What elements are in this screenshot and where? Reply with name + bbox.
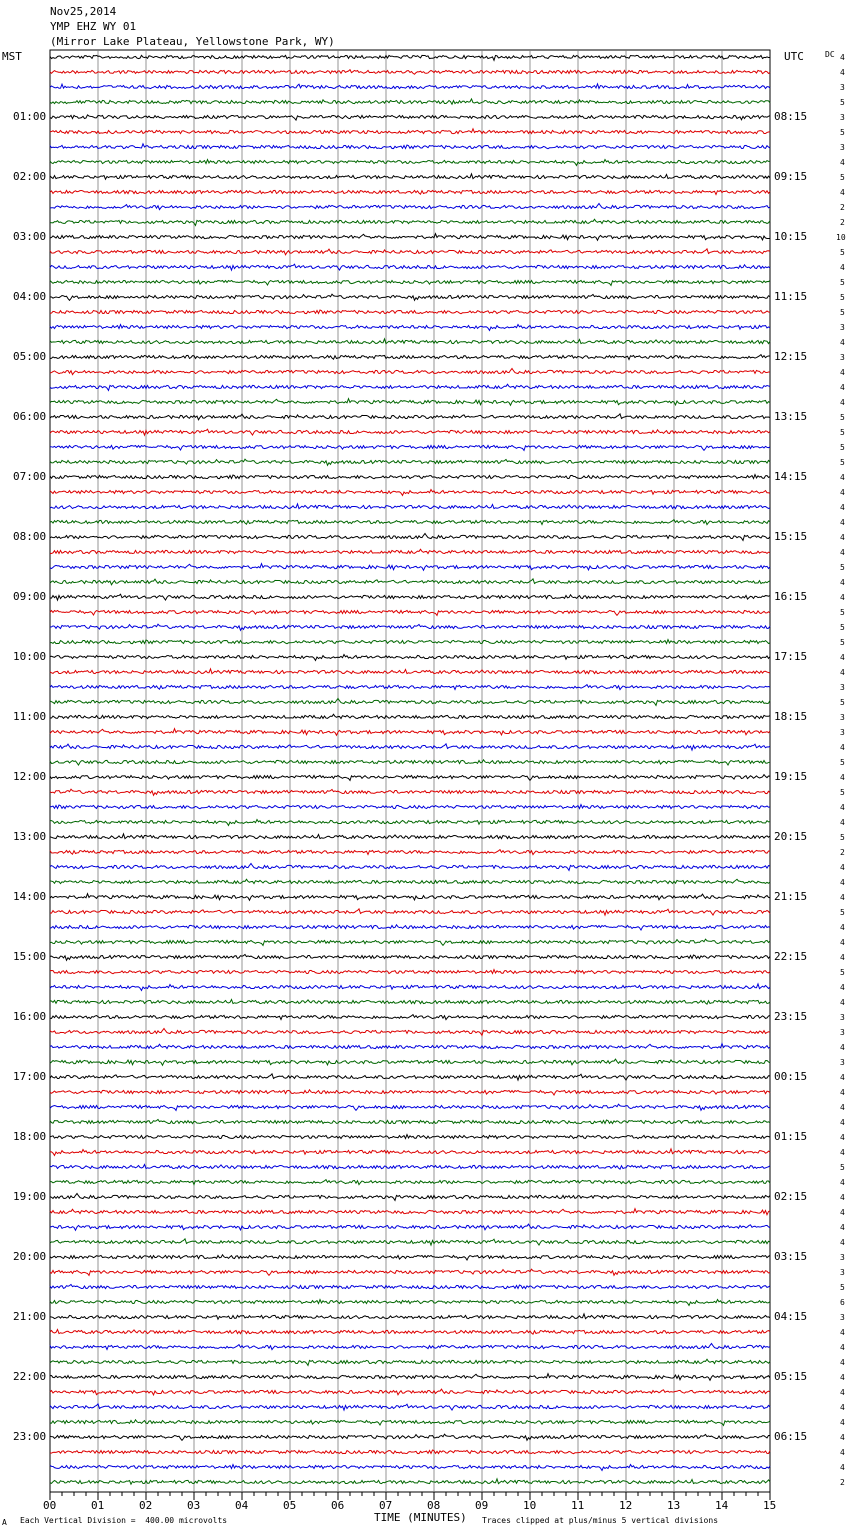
dc-offset-value: 4 [840, 1358, 845, 1367]
dc-offset-value: 4 [840, 1388, 845, 1397]
seismic-trace [50, 1479, 770, 1484]
left-hour-label: 19:00 [13, 1190, 47, 1203]
left-hour-label: 12:00 [13, 770, 47, 783]
seismic-trace [50, 594, 770, 600]
seismic-trace [50, 190, 770, 194]
seismic-trace [50, 894, 770, 901]
dc-offset-value: 5 [840, 833, 845, 842]
footer-mark: A [2, 1518, 7, 1527]
seismic-trace [50, 805, 770, 809]
left-hour-label: 21:00 [13, 1310, 47, 1323]
dc-offset-value: 3 [840, 1013, 845, 1022]
dc-offset-value: 3 [840, 353, 845, 362]
seismic-trace [50, 744, 770, 750]
dc-offset-value: 4 [840, 503, 845, 512]
seismic-trace [50, 789, 770, 795]
dc-offset-value: 5 [840, 908, 845, 917]
dc-offset-value: 4 [840, 1373, 845, 1382]
dc-offset-value: 3 [840, 683, 845, 692]
dc-offset-value: 3 [840, 1058, 845, 1067]
left-hour-label: 16:00 [13, 1010, 47, 1023]
dc-offset-value: 4 [840, 368, 845, 377]
seismic-trace [50, 1090, 770, 1095]
left-hour-label: 02:00 [13, 170, 47, 183]
dc-offset-value: 4 [840, 473, 845, 482]
left-hour-label: 15:00 [13, 950, 47, 963]
right-hour-label: 03:15 [774, 1250, 808, 1263]
dc-offset-value: 4 [840, 998, 845, 1007]
seismic-trace [50, 909, 770, 915]
seismic-trace [50, 1149, 770, 1156]
dc-offset-value: 5 [840, 608, 845, 617]
right-hour-label: 21:15 [774, 890, 808, 903]
dc-offset-value: 5 [840, 1163, 845, 1172]
right-hour-label: 04:15 [774, 1310, 808, 1323]
seismic-trace [50, 579, 770, 585]
seismic-trace [50, 429, 770, 435]
seismic-trace [50, 1255, 770, 1260]
dc-offset-value: 5 [840, 623, 845, 632]
dc-offset-value: 3 [840, 1268, 845, 1277]
seismic-trace [50, 1434, 770, 1440]
x-tick-label: 12 [619, 1499, 633, 1512]
dc-offset-value: 4 [840, 773, 845, 782]
seismic-trace [50, 339, 770, 344]
seismic-trace [50, 1119, 770, 1123]
dc-offset-value: 4 [840, 1223, 845, 1232]
seismic-trace [50, 355, 770, 360]
x-tick-label: 13 [667, 1499, 681, 1512]
seismic-trace [50, 729, 770, 736]
seismic-trace [50, 984, 770, 991]
seismic-trace [50, 954, 770, 960]
dc-offset-value: 2 [840, 1478, 845, 1487]
dc-offset-value: 5 [840, 293, 845, 302]
right-hour-label: 18:15 [774, 710, 808, 723]
seismic-trace [50, 1180, 770, 1185]
seismic-trace [50, 685, 770, 690]
seismic-trace [50, 294, 770, 300]
dc-offset-value: 4 [840, 398, 845, 407]
dc-offset-value: 3 [840, 113, 845, 122]
dc-offset-value: 4 [840, 893, 845, 902]
seismic-trace [50, 549, 770, 553]
seismic-trace [50, 970, 770, 974]
dc-offset-value: 5 [840, 968, 845, 977]
left-hour-label: 22:00 [13, 1370, 47, 1383]
x-tick-label: 01 [91, 1499, 105, 1512]
seismic-trace [50, 234, 770, 241]
dc-offset-value: 4 [840, 263, 845, 272]
seismic-trace [50, 280, 770, 285]
seismic-trace [50, 1224, 770, 1230]
seismic-trace [50, 1104, 770, 1110]
dc-offset-value: 5 [840, 278, 845, 287]
seismic-trace [50, 414, 770, 420]
dc-offset-value: 5 [840, 563, 845, 572]
dc-offset-value: 4 [840, 863, 845, 872]
seismic-trace [50, 1194, 770, 1201]
seismic-trace [50, 669, 770, 674]
left-hour-label: 07:00 [13, 470, 47, 483]
right-hour-label: 16:15 [774, 590, 808, 603]
dc-offset-value: 4 [840, 938, 845, 947]
right-hour-label: 00:15 [774, 1070, 808, 1083]
dc-offset-value: 5 [840, 1283, 845, 1292]
dc-offset-value: 4 [840, 1463, 845, 1472]
dc-offset-value: 4 [840, 803, 845, 812]
dc-offset-value: 3 [840, 1253, 845, 1262]
dc-offset-value: 4 [840, 488, 845, 497]
dc-offset-value: 2 [840, 848, 845, 857]
seismic-trace [50, 144, 770, 149]
seismic-trace [50, 714, 770, 718]
dc-offset-value: 3 [840, 1313, 845, 1322]
seismic-trace [50, 160, 770, 166]
dc-offset-value: 4 [840, 743, 845, 752]
seismic-trace [50, 115, 770, 120]
dc-offset-value: 5 [840, 698, 845, 707]
dc-offset-value: 4 [840, 1238, 845, 1247]
left-hour-label: 05:00 [13, 350, 47, 363]
dc-offset-value: 4 [840, 1088, 845, 1097]
seismic-trace [50, 1300, 770, 1306]
left-hour-label: 11:00 [13, 710, 47, 723]
dc-offset-value: 5 [840, 173, 845, 182]
seismic-trace [50, 1374, 770, 1381]
dc-offset-value: 4 [840, 818, 845, 827]
x-tick-label: 03 [187, 1499, 201, 1512]
dc-offset-value: 4 [840, 1433, 845, 1442]
seismic-trace [50, 84, 770, 89]
seismic-trace [50, 1389, 770, 1395]
seismic-trace [50, 1359, 770, 1365]
seismic-trace [50, 1074, 770, 1080]
dc-offset-value: 4 [840, 1403, 845, 1412]
seismic-trace [50, 655, 770, 661]
dc-offset-value: 4 [840, 1178, 845, 1187]
seismic-trace [50, 1269, 770, 1275]
seismic-trace [50, 820, 770, 826]
dc-offset-value: 4 [840, 1328, 845, 1337]
dc-offset-value: 5 [840, 413, 845, 422]
dc-offset-value: 5 [840, 788, 845, 797]
dc-offset-value: 4 [840, 1193, 845, 1202]
dc-label: DC [825, 50, 835, 59]
seismic-trace [50, 1404, 770, 1410]
seismic-trace [50, 1284, 770, 1288]
left-hour-label: 17:00 [13, 1070, 47, 1083]
x-tick-label: 04 [235, 1499, 249, 1512]
date-label: Nov25,2014 [50, 5, 117, 18]
left-hour-label: 10:00 [13, 650, 47, 663]
right-hour-label: 08:15 [774, 110, 808, 123]
dc-offset-value: 4 [840, 668, 845, 677]
dc-offset-value: 5 [840, 428, 845, 437]
right-hour-label: 06:15 [774, 1430, 808, 1443]
seismic-trace [50, 310, 770, 314]
seismic-trace [50, 624, 770, 630]
seismic-trace [50, 775, 770, 781]
seismic-trace [50, 249, 770, 255]
seismic-trace [50, 699, 770, 706]
seismic-trace [50, 204, 770, 210]
right-hour-label: 11:15 [774, 290, 808, 303]
seismic-trace [50, 1059, 770, 1065]
dc-offset-value: 3 [840, 143, 845, 152]
dc-offset-value: 4 [840, 1208, 845, 1217]
dc-offset-value: 4 [840, 878, 845, 887]
dc-offset-value: 5 [840, 248, 845, 257]
right-hour-label: 17:15 [774, 650, 808, 663]
seismic-trace [50, 939, 770, 945]
dc-offset-value: 4 [840, 158, 845, 167]
x-tick-label: 15 [763, 1499, 777, 1512]
right-hour-label: 01:15 [774, 1130, 808, 1143]
dc-offset-value: 2 [840, 203, 845, 212]
right-hour-label: 10:15 [774, 230, 808, 243]
dc-offset-value: 5 [840, 98, 845, 107]
seismic-trace [50, 70, 770, 75]
dc-offset-value: 4 [840, 1133, 845, 1142]
seismic-trace [50, 1044, 770, 1049]
seismic-trace [50, 219, 770, 225]
seismic-trace [50, 475, 770, 479]
seismic-trace [50, 610, 770, 615]
seismic-trace [50, 834, 770, 839]
seismic-trace [50, 1450, 770, 1454]
dc-offset-value: 4 [840, 383, 845, 392]
right-hour-label: 09:15 [774, 170, 808, 183]
seismic-trace [50, 490, 770, 496]
left-hour-label: 18:00 [13, 1130, 47, 1143]
x-tick-label: 00 [43, 1499, 57, 1512]
dc-offset-value: 4 [840, 1043, 845, 1052]
dc-offset-value: 6 [840, 1298, 845, 1307]
dc-offset-value: 4 [840, 548, 845, 557]
seismic-trace [50, 864, 770, 871]
seismic-trace [50, 174, 770, 179]
dc-offset-value: 4 [840, 68, 845, 77]
seismic-trace [50, 564, 770, 571]
seismic-trace [50, 1330, 770, 1335]
x-tick-label: 11 [571, 1499, 585, 1512]
seismic-trace [50, 1465, 770, 1471]
seismic-trace [50, 99, 770, 104]
seismic-trace [50, 369, 770, 375]
x-axis-label: TIME (MINUTES) [374, 1511, 467, 1524]
right-timezone-label: UTC [784, 50, 804, 63]
seismic-trace [50, 325, 770, 331]
seismic-trace [50, 1420, 770, 1426]
dc-offset-value: 4 [840, 593, 845, 602]
dc-offset-value: 4 [840, 188, 845, 197]
left-hour-label: 01:00 [13, 110, 47, 123]
left-hour-label: 23:00 [13, 1430, 47, 1443]
location-label: (Mirror Lake Plateau, Yellowstone Park, WY) [50, 35, 335, 48]
x-tick-label: 02 [139, 1499, 153, 1512]
right-hour-label: 13:15 [774, 410, 808, 423]
seismic-trace [50, 129, 770, 134]
seismic-trace [50, 55, 770, 60]
left-hour-label: 04:00 [13, 290, 47, 303]
dc-offset-value: 4 [840, 533, 845, 542]
left-hour-label: 03:00 [13, 230, 47, 243]
right-hour-label: 12:15 [774, 350, 808, 363]
dc-offset-value: 4 [840, 1073, 845, 1082]
dc-offset-value: 4 [840, 578, 845, 587]
x-tick-label: 05 [283, 1499, 297, 1512]
dc-offset-value: 4 [840, 1448, 845, 1457]
seismic-trace [50, 1239, 770, 1245]
right-hour-label: 02:15 [774, 1190, 808, 1203]
seismic-trace [50, 399, 770, 406]
x-tick-label: 09 [475, 1499, 489, 1512]
right-hour-label: 14:15 [774, 470, 808, 483]
x-tick-label: 07 [379, 1499, 393, 1512]
left-hour-label: 20:00 [13, 1250, 47, 1263]
seismic-trace [50, 1029, 770, 1036]
dc-offset-value: 3 [840, 728, 845, 737]
dc-offset-value: 2 [840, 218, 845, 227]
left-hour-label: 13:00 [13, 830, 47, 843]
seismic-trace [50, 760, 770, 765]
seismic-trace [50, 459, 770, 465]
left-hour-label: 06:00 [13, 410, 47, 423]
seismic-trace [50, 384, 770, 390]
dc-offset-value: 4 [840, 983, 845, 992]
seismic-trace [50, 1000, 770, 1005]
footer-scale: Each Vertical Division = 400.00 microvolts [20, 1516, 228, 1525]
dc-offset-value: 4 [840, 1343, 845, 1352]
right-hour-label: 23:15 [774, 1010, 808, 1023]
seismic-trace [50, 1135, 770, 1139]
dc-offset-value: 4 [840, 1418, 845, 1427]
right-hour-label: 20:15 [774, 830, 808, 843]
left-hour-label: 08:00 [13, 530, 47, 543]
seismic-trace [50, 445, 770, 450]
left-hour-label: 14:00 [13, 890, 47, 903]
seismic-trace [50, 1209, 770, 1215]
x-tick-label: 10 [523, 1499, 537, 1512]
dc-offset-value: 4 [840, 653, 845, 662]
dc-offset-value: 5 [840, 458, 845, 467]
seismic-trace [50, 504, 770, 509]
x-tick-label: 14 [715, 1499, 729, 1512]
right-hour-label: 22:15 [774, 950, 808, 963]
dc-offset-value: 3 [840, 83, 845, 92]
dc-offset-value: 4 [840, 923, 845, 932]
seismic-trace [50, 879, 770, 883]
footer-clip: Traces clipped at plus/minus 5 vertical divisions [482, 1516, 719, 1525]
dc-offset-value: 4 [840, 518, 845, 527]
x-tick-label: 08 [427, 1499, 441, 1512]
seismic-trace [50, 850, 770, 855]
dc-offset-value: 4 [840, 953, 845, 962]
seismic-trace [50, 1015, 770, 1020]
dc-offset-value: 5 [840, 308, 845, 317]
left-hour-label: 09:00 [13, 590, 47, 603]
x-tick-label: 06 [331, 1499, 345, 1512]
station-label: YMP EHZ WY 01 [50, 20, 137, 33]
dc-offset-value: 3 [840, 323, 845, 332]
dc-offset-value: 5 [840, 758, 845, 767]
dc-offset-value: 3 [840, 713, 845, 722]
dc-offset-value: 5 [840, 128, 845, 137]
dc-offset-value: 4 [840, 53, 845, 62]
dc-offset-value: 3 [840, 1028, 845, 1037]
seismic-trace [50, 640, 770, 644]
dc-offset-value: 4 [840, 1103, 845, 1112]
right-hour-label: 15:15 [774, 530, 808, 543]
right-hour-label: 19:15 [774, 770, 808, 783]
left-timezone-label: MST [2, 50, 22, 63]
seismic-trace [50, 925, 770, 930]
seismic-trace [50, 264, 770, 270]
seismic-trace [50, 520, 770, 525]
dc-offset-value: 5 [840, 443, 845, 452]
dc-offset-value: 5 [840, 638, 845, 647]
seismic-trace [50, 1344, 770, 1350]
dc-offset-value: 10 [836, 233, 846, 242]
seismic-trace [50, 1314, 770, 1319]
dc-offset-value: 4 [840, 338, 845, 347]
dc-offset-value: 4 [840, 1118, 845, 1127]
seismic-trace [50, 534, 770, 541]
seismic-trace [50, 1165, 770, 1170]
dc-offset-value: 4 [840, 1148, 845, 1157]
right-hour-label: 05:15 [774, 1370, 808, 1383]
